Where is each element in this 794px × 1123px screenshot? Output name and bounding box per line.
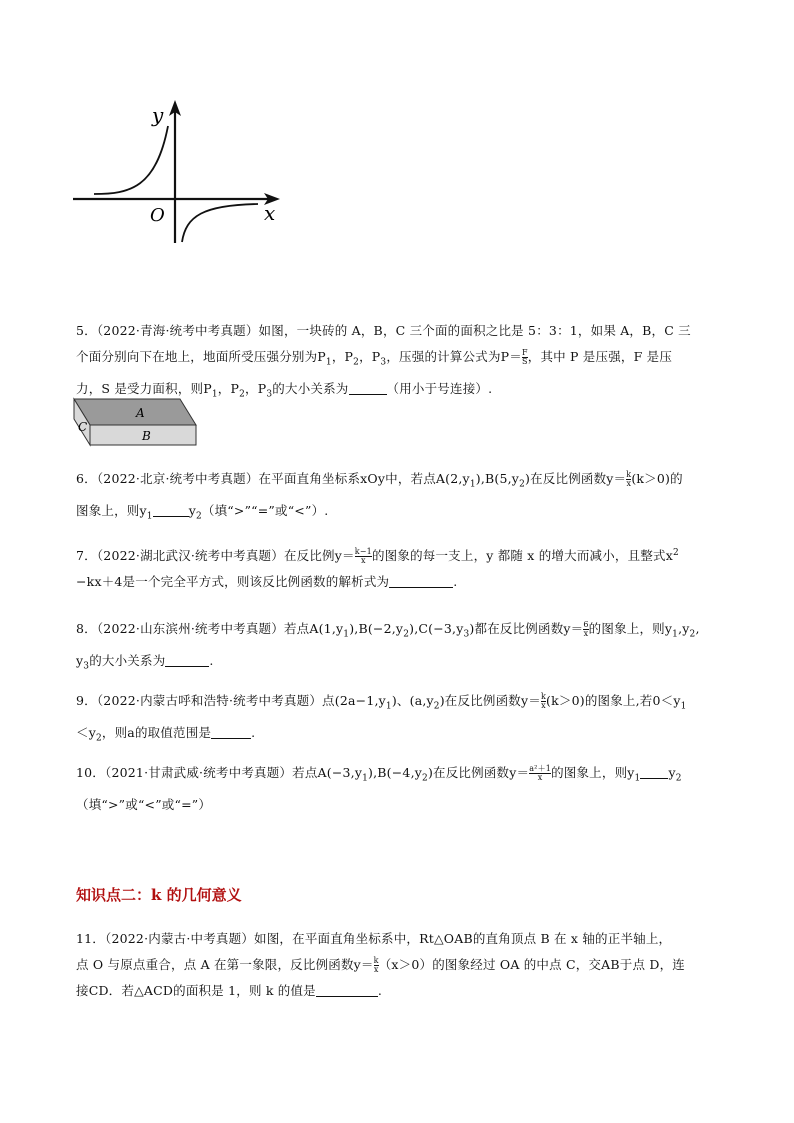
question-6 [76, 466, 726, 529]
q9-answer-blank[interactable] [211, 724, 251, 739]
q8-line-1: 8．（2022·山东滨州·统考中考真题）若点$A(1,y_1),B(-2,y_2),C(-3,y_3)$都在反比例函数y＝ $\frac{6}{x}$ 的图象上，则$y_1,y_2$, [76, 620, 700, 640]
hyperbola-branch-right [182, 204, 258, 242]
q9-line-2: $<y_2$，则a的取值范围是 . [76, 724, 256, 743]
q10-line-2: （填“>”或“<”或“=”） [76, 796, 212, 812]
section-title: 知识点二：k 的几何意义 [76, 886, 242, 904]
brick-label-a: A [136, 406, 145, 420]
brick-top-face [74, 399, 196, 425]
q9-fraction: $\frac{k}{x}$ [540, 692, 547, 710]
origin-label: O [150, 205, 165, 226]
q5-line-3: 力，S 是受力面积，则$P_1$，$P_2$，$P_3$的大小关系为 （用小于号连接）. [76, 380, 493, 399]
q5-fraction: $\frac{F}{S}$ [521, 348, 528, 366]
brick-label-c: C [78, 420, 88, 434]
q6-fraction: $\frac{k}{x}$ [626, 470, 632, 488]
question-11 [76, 926, 726, 1004]
question-7 [76, 540, 726, 595]
q8-answer-blank[interactable] [165, 652, 209, 667]
brick-label-b: B [142, 429, 151, 443]
q7-answer-blank[interactable] [389, 573, 453, 588]
q11-line-2: 点 O 与原点重合，点 A 在第一象限，反比例函数y＝ $\frac{k}{x}$ （x＞0）的图象经过 OA 的中点 C，交AB于点 D，连 [76, 956, 685, 974]
question-10 [76, 760, 726, 818]
q11-answer-blank[interactable] [316, 982, 378, 997]
q7-line-1: 7．（2022·湖北武汉·统考中考真题）在反比例y＝ $\frac{k-1}{x}$ 的图象的每一支上，y 都随 x 的增大而减小，且整式$x^2$ [76, 547, 679, 566]
q11-fraction: $\frac{k}{x}$ [373, 956, 379, 974]
q8-line-2: $y_3$的大小关系为 . [76, 652, 214, 671]
hyperbola-graph [68, 98, 288, 248]
question-5 [76, 318, 726, 407]
q8-fraction: $\frac{6}{x}$ [583, 620, 589, 638]
q11-line-1: 11．（2022·内蒙古·中考真题）如图，在平面直角坐标系中，Rt△OAB的直角顶点 B 在 x 轴的正半轴上， [76, 931, 672, 946]
q9-line-1: 9．（2022·内蒙古呼和浩特·统考中考真题）点$(2a-1,y_1)$、$(a,y_2)$在反比例函数y＝ $\frac{k}{x}$ (k＞0)的图象上,若$0<y_1$ [76, 692, 687, 712]
q5-answer-blank[interactable] [349, 380, 387, 395]
q6-line-1: 6．（2022·北京·统考中考真题）在平面直角坐标系xOy中，若点$A(2,y_1),B(5,y_2)$在反比例函数y＝ $\frac{k}{x}$ (k＞0)的 [76, 470, 683, 490]
q5-line-2: 个面分别向下在地上，地面所受压强分别为$P_1$，$P_2$，$P_3$，压强的计算公式为P＝ $\frac{F}{S}$ ，其中 P 是压强，F 是压 [76, 348, 673, 368]
q7-line-2: −kx＋4是一个完全平方式，则该反比例函数的解析式为 . [76, 574, 458, 590]
q5-line-1: 5．（2022·青海·统考中考真题）如图，一块砖的 A，B，C 三个面的面积之比是 5：3：1，如果 A，B，C 三 [76, 323, 691, 338]
question-8 [76, 616, 726, 679]
y-axis-label: y [152, 103, 164, 127]
question-9 [76, 688, 726, 751]
q10-fraction: $\frac{\text{a²＋1}}{x}$ [529, 764, 552, 782]
q6-answer-blank[interactable] [153, 502, 189, 517]
q6-line-2: 图象上，则$y_1$ $y_2$（填“>”“=”或“<”）. [76, 502, 329, 521]
q10-answer-blank[interactable] [640, 764, 668, 779]
x-axis-label: x [264, 201, 276, 225]
hyperbola-branch-left [94, 126, 168, 194]
q11-line-3: 接CD．若△ACD的面积是 1，则 k 的值是 . [76, 983, 383, 998]
brick-figure [72, 396, 202, 451]
q10-line-1: 10．（2021·甘肃武威·统考中考真题）若点$A(-3,y_1),B(-4,y_2)$在反比例函数y＝ $\frac{\text{a²＋1}}{x}$ 的图象上，则$y_1$ $y_2$ [76, 764, 682, 784]
q7-fraction: $\frac{k-1}{x}$ [354, 547, 372, 566]
